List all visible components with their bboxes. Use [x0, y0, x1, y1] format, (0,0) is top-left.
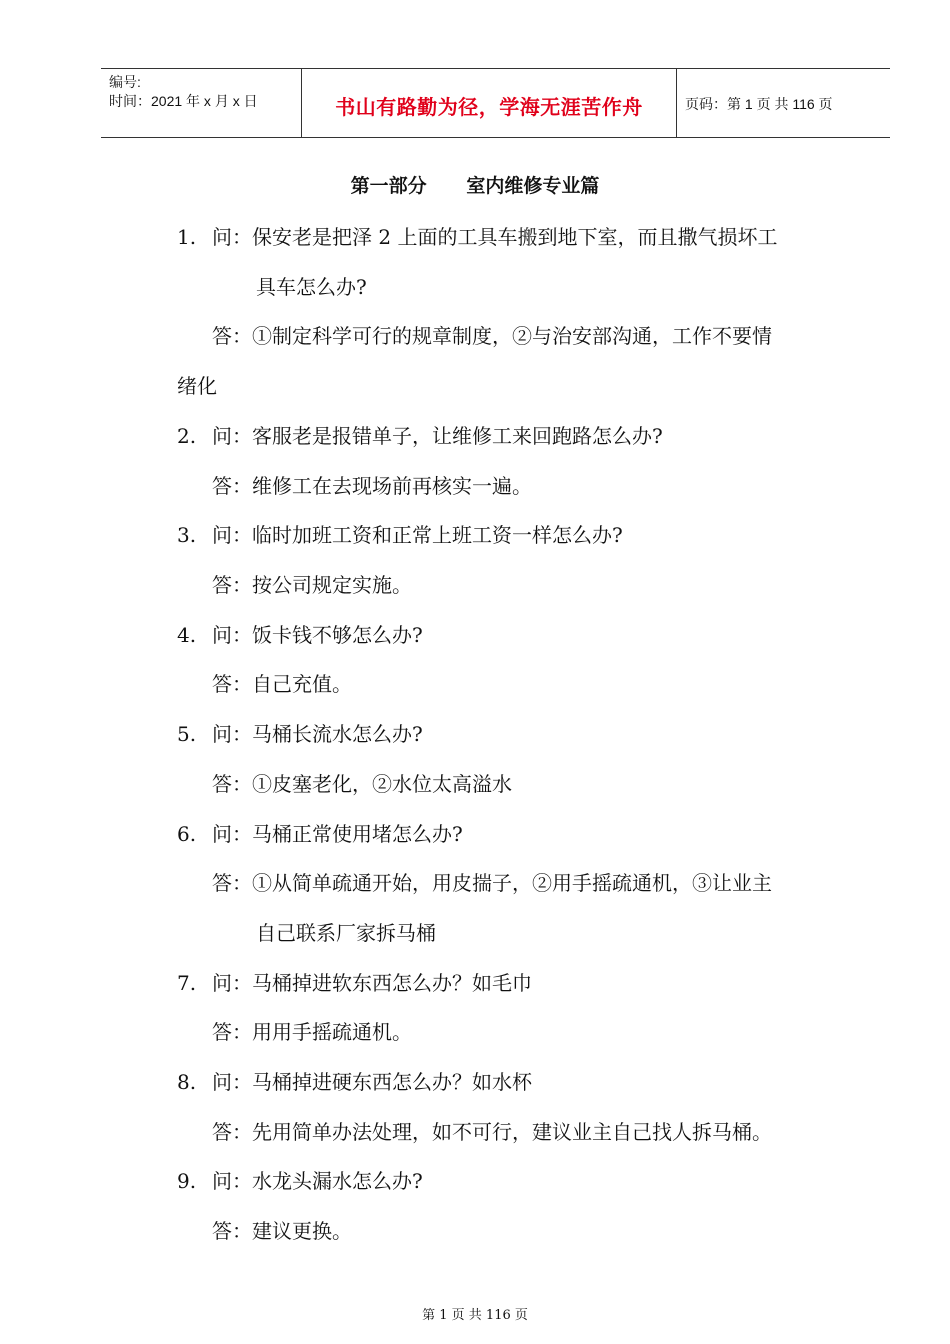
- section-title: 第一部分 室内维修专业篇: [350, 175, 600, 197]
- header-motto-cell: [301, 69, 677, 137]
- time-label: 时间：2021 年 x 月 x 日: [109, 93, 258, 109]
- question-text-cont: 具车怎么办?: [256, 275, 367, 299]
- question-text: 问：水龙头漏水怎么办?: [212, 1169, 423, 1193]
- item-number: 5.: [177, 722, 197, 746]
- question-text: 问：马桶正常使用堵怎么办?: [212, 822, 463, 846]
- question-text: 问：马桶长流水怎么办?: [212, 722, 423, 746]
- document-header: [101, 68, 890, 138]
- item-number: 2.: [177, 424, 197, 448]
- motto: 书山有路勤为径，学海无涯苦作舟: [335, 95, 643, 119]
- question-text: 问：马桶掉进硬东西怎么办？如水杯: [212, 1070, 532, 1094]
- answer-text: 答：①皮塞老化，②水位太高溢水: [212, 772, 512, 796]
- answer-text: 答：①从简单疏通开始，用皮揣子，②用手摇疏通机，③让业主: [212, 871, 772, 895]
- item-number: 9.: [177, 1169, 197, 1193]
- item-number: 4.: [177, 623, 197, 647]
- item-number: 3.: [177, 523, 197, 547]
- question-text: 问：临时加班工资和正常上班工资一样怎么办?: [212, 523, 623, 547]
- item-number: 1.: [177, 225, 197, 249]
- page-code: 页码：第 1 页 共 116 页: [685, 96, 833, 112]
- answer-text: 答：按公司规定实施。: [212, 573, 412, 597]
- answer-text: 答：先用简单办法处理，如不可行，建议业主自己找人拆马桶。: [212, 1120, 772, 1144]
- question-text: 问：客服老是报错单子，让维修工来回跑路怎么办?: [212, 424, 663, 448]
- item-number: 6.: [177, 822, 197, 846]
- answer-text: 答：建议更换。: [212, 1219, 352, 1243]
- page-footer: 第 1 页 共 116 页: [422, 1308, 528, 1323]
- item-number: 7.: [177, 971, 197, 995]
- answer-text: 答：用用手摇疏通机。: [212, 1020, 412, 1044]
- answer-text: 答：维修工在去现场前再核实一遍。: [212, 474, 532, 498]
- answer-text: 答：自己充值。: [212, 672, 352, 696]
- question-text: 问：保安老是把泽 2 上面的工具车搬到地下室，而且撒气损坏工: [212, 225, 778, 249]
- serial-label: 编号:: [109, 74, 141, 90]
- answer-text-cont: 绪化: [177, 374, 217, 398]
- header-left-cell: [101, 69, 301, 137]
- answer-text-cont: 自己联系厂家拆马桶: [256, 921, 436, 945]
- answer-text: 答：①制定科学可行的规章制度，②与治安部沟通，工作不要情: [212, 324, 772, 348]
- header-right-cell: [676, 69, 890, 137]
- question-text: 问：饭卡钱不够怎么办?: [212, 623, 423, 647]
- question-text: 问：马桶掉进软东西怎么办？如毛巾: [212, 971, 532, 995]
- item-number: 8.: [177, 1070, 197, 1094]
